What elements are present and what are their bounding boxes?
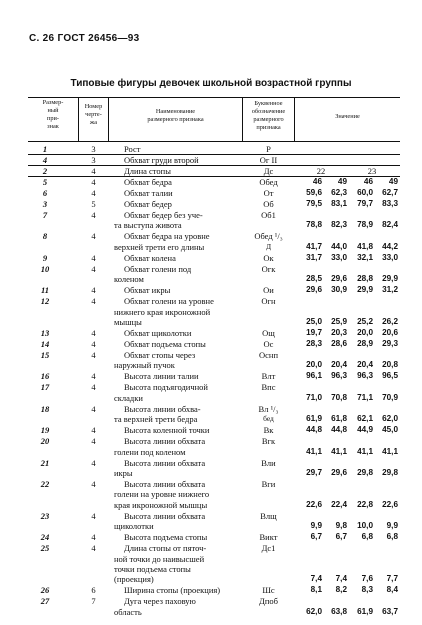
row-code: Обед xyxy=(259,177,278,187)
row-number: 5 xyxy=(42,177,48,187)
row-value: 70,8 xyxy=(331,392,347,402)
col-head-drawing-line: жа xyxy=(89,119,98,126)
row-value: 7,7 xyxy=(386,574,398,584)
row-name-line: точки подъема стопы xyxy=(114,564,191,574)
row-value: 6,8 xyxy=(361,532,373,542)
row-drawing-number: 4 xyxy=(91,510,96,521)
row-code: Обед ¹/₃ xyxy=(254,231,283,242)
col-head-number-line: при- xyxy=(47,115,59,122)
row-drawing-number: 4 xyxy=(91,382,96,393)
row-value: 44,9 xyxy=(357,425,373,435)
col-head-drawing-line: Номер xyxy=(84,103,103,110)
table-title: Типовые фигуры девочек школьной возрастной группы xyxy=(70,78,352,89)
row-drawing-number: 4 xyxy=(91,350,96,360)
row-name-line: верхней трети его длины xyxy=(114,241,205,252)
row-drawing-number: 4 xyxy=(91,328,96,338)
row-value: 25,9 xyxy=(331,317,347,326)
row-value: 29,7 xyxy=(306,468,322,477)
row-name-line: Обхват голени под xyxy=(124,263,192,274)
row-name-line: складки xyxy=(114,392,143,403)
row-code: Вгк xyxy=(261,436,276,447)
row-value: 29,9 xyxy=(382,274,398,284)
row-value: 59,6 xyxy=(306,188,322,197)
row-value: 22,6 xyxy=(306,499,322,509)
row-value: 28,5 xyxy=(306,274,322,284)
row-name-line: наружный пучок xyxy=(114,360,175,371)
row-name-line: Обхват бедер xyxy=(124,199,172,209)
row-value: 96,1 xyxy=(306,371,322,381)
row-value: 44,8 xyxy=(331,425,347,435)
row-value: 9,9 xyxy=(310,521,322,531)
row-code: Об1 xyxy=(261,210,276,220)
row-value: 82,3 xyxy=(331,220,347,230)
row-number: 26 xyxy=(40,585,50,596)
row-number: 12 xyxy=(40,296,50,307)
row-value: 26,2 xyxy=(382,317,398,326)
row-drawing-number: 4 xyxy=(91,339,96,349)
row-value: 41,1 xyxy=(357,446,373,456)
row-code: Р xyxy=(266,144,271,154)
row-number: 19 xyxy=(40,425,50,436)
row-value: 20,0 xyxy=(306,360,322,370)
col-head-code-line: размерного xyxy=(253,116,284,123)
row-value: 41,1 xyxy=(306,446,322,456)
row-code: Дс xyxy=(263,166,274,176)
row-number: 8 xyxy=(42,231,48,242)
row-drawing-number: 4 xyxy=(91,425,96,436)
row-code: Влщ xyxy=(260,510,277,521)
row-value: 7,4 xyxy=(335,574,347,584)
row-number: 17 xyxy=(40,382,50,393)
col-head-name-line: Наименование xyxy=(155,108,196,115)
row-drawing-number: 4 xyxy=(91,532,96,543)
row-drawing-number: 4 xyxy=(91,263,96,274)
row-name-line: Высота подъягодичной xyxy=(124,382,208,393)
row-drawing-number: 4 xyxy=(91,457,96,468)
row-value: 71,0 xyxy=(306,392,322,402)
row-drawing-number: 4 xyxy=(91,371,96,382)
row-number: 11 xyxy=(40,285,50,296)
row-name-line: ной точки до наивысшей xyxy=(114,553,205,564)
row-code: Ок xyxy=(263,252,274,263)
row-code: Впс xyxy=(261,382,276,393)
row-value: 62,0 xyxy=(306,606,322,616)
row-name-line: Ширина стопы (проекция) xyxy=(124,585,221,596)
row-name-line: Высота линии обхвата xyxy=(124,436,206,447)
row-value: 44,0 xyxy=(331,241,347,251)
row-value: 61,9 xyxy=(306,414,322,424)
row-code: Вк xyxy=(263,425,274,436)
row-name-line: та верхней трети бедра xyxy=(114,414,198,425)
row-number: 7 xyxy=(42,210,48,220)
row-number: 27 xyxy=(40,596,50,607)
row-drawing-number: 4 xyxy=(91,210,96,220)
row-value: 83,3 xyxy=(382,199,398,208)
row-code: Огн xyxy=(261,296,276,307)
row-value: 20,6 xyxy=(382,328,398,337)
row-value: 20,0 xyxy=(357,328,373,337)
row-code: Вл ¹/₃ xyxy=(258,403,279,414)
row-number: 16 xyxy=(40,371,50,382)
row-name-line: Обхват бедра на уровне xyxy=(124,231,210,242)
row-value: 60,0 xyxy=(357,188,373,197)
col-head-name xyxy=(109,108,242,124)
row-value: 20,4 xyxy=(331,360,347,370)
row-value: 20,4 xyxy=(357,360,373,370)
row-name-line: Обхват груди второй xyxy=(124,155,199,165)
row-value: 79,7 xyxy=(357,199,373,208)
subhead-23: 23 xyxy=(367,166,377,176)
row-name-line: Обхват икры xyxy=(124,285,171,296)
row-value: 71,1 xyxy=(357,392,373,402)
row-value: 61,9 xyxy=(357,606,373,616)
row-value: 49 xyxy=(337,177,347,186)
row-value: 29,6 xyxy=(331,468,347,477)
row-code: Вли xyxy=(261,457,276,468)
row-value: 49 xyxy=(388,177,398,186)
row-value: 22,6 xyxy=(382,499,398,509)
row-drawing-number: 4 xyxy=(91,296,96,307)
row-drawing-number: 6 xyxy=(91,585,96,596)
row-value: 29,6 xyxy=(306,285,322,295)
row-value: 25,0 xyxy=(306,317,322,326)
row-value: 41,8 xyxy=(357,241,373,251)
row-code-sub: бед xyxy=(263,414,274,424)
row-name-line: щиколотки xyxy=(114,521,154,532)
page-header: С. 26 ГОСТ 26456—93 xyxy=(29,33,140,44)
row-code: Ос xyxy=(263,339,274,349)
row-value: 30,9 xyxy=(331,285,347,295)
row-name-line: нижнего края икроножной xyxy=(114,306,211,317)
col-head-code-line: обозначение xyxy=(251,108,286,115)
row-number: 24 xyxy=(40,532,50,543)
row-drawing-number: 4 xyxy=(91,436,96,447)
col-head-name-line: размерного признака xyxy=(147,116,204,123)
row-value: 22,4 xyxy=(331,499,347,509)
row-number: 1 xyxy=(42,144,48,154)
header-bottom-rule xyxy=(28,141,400,142)
row-value: 33,0 xyxy=(382,252,398,262)
row-name-line: Высота коленной точки xyxy=(124,425,210,436)
row-value: 96,3 xyxy=(331,371,347,381)
row-name-line: Обхват стопы через xyxy=(124,350,196,360)
row-name-line: Обхват бедра xyxy=(124,177,172,187)
row-value: 7,4 xyxy=(310,574,322,584)
row-value: 28,9 xyxy=(357,339,373,348)
row-number: 22 xyxy=(40,479,50,489)
row-name-line: Высота подъема стопы xyxy=(124,532,208,543)
row-code: Дпоб xyxy=(259,596,278,607)
row-number: 14 xyxy=(40,339,50,349)
row-value: 83,1 xyxy=(331,199,347,208)
row-name-line: края икроножной мышцы xyxy=(114,499,208,510)
row-number: 10 xyxy=(40,263,50,274)
row-value: 6,7 xyxy=(310,532,322,542)
row-number: 13 xyxy=(40,328,50,338)
col-head-number-line: знак xyxy=(47,123,59,130)
row-number: 2 xyxy=(42,166,48,176)
row-code: Вги xyxy=(261,479,276,489)
row-value: 82,4 xyxy=(382,220,398,230)
row-drawing-number: 7 xyxy=(91,596,96,607)
row-value: 41,1 xyxy=(331,446,347,456)
row-drawing-number: 4 xyxy=(91,231,96,242)
subhead-22: 22 xyxy=(316,166,326,176)
row-name-line: Рост xyxy=(124,144,141,154)
row-value: 62,0 xyxy=(382,414,398,424)
row-number: 18 xyxy=(40,403,50,414)
row-value: 33,0 xyxy=(331,252,347,262)
row-code: Дс1 xyxy=(261,543,276,554)
row-code: От xyxy=(263,188,274,198)
row-name-line: Высота линии обхвата xyxy=(124,510,206,521)
row-value: 62,7 xyxy=(382,188,398,197)
row-value: 44,8 xyxy=(306,425,322,435)
row-code: Ог II xyxy=(259,155,278,165)
row-value: 63,7 xyxy=(382,606,398,616)
row-value: 31,2 xyxy=(382,285,398,295)
row-drawing-number: 3 xyxy=(91,155,96,165)
row-name-line: Высота линии обхвата xyxy=(124,457,206,468)
col-head-number-line: Размер- xyxy=(42,99,64,106)
row-drawing-number: 4 xyxy=(91,166,96,176)
row-value: 10,0 xyxy=(357,521,373,531)
row-value: 70,9 xyxy=(382,392,398,402)
row-number: 15 xyxy=(40,350,50,360)
row-value: 31,7 xyxy=(306,252,322,262)
row-name-line: Обхват подъема стопы xyxy=(124,339,206,349)
row-number: 4 xyxy=(42,155,48,165)
row-code: Викт xyxy=(259,532,278,543)
row-number: 3 xyxy=(42,199,48,209)
row-value: 29,6 xyxy=(331,274,347,284)
col-head-number-line: ный xyxy=(47,107,59,114)
row-value: 28,8 xyxy=(357,274,373,284)
row-drawing-number: 4 xyxy=(91,285,96,296)
row-name-line: область xyxy=(114,606,142,617)
row-value: 29,8 xyxy=(382,468,398,477)
row-value: 29,3 xyxy=(382,339,398,348)
row-value: 78,8 xyxy=(306,220,322,230)
row-drawing-number: 4 xyxy=(91,403,96,414)
row-number: 23 xyxy=(40,510,50,521)
row-name-line: голени под коленом xyxy=(114,446,186,457)
col-head-code-line: признака xyxy=(256,124,281,131)
row-code: Ощ xyxy=(262,328,275,338)
row-drawing-number: 3 xyxy=(91,144,96,154)
row-value: 44,2 xyxy=(382,241,398,251)
row-name-line: икры xyxy=(114,468,133,478)
row-code-sub: Д xyxy=(265,241,272,251)
row-value: 9,8 xyxy=(335,521,347,531)
row-name-line: Обхват щиколотки xyxy=(124,328,192,338)
row-value: 9,9 xyxy=(386,521,398,531)
row-drawing-number: 5 xyxy=(91,199,96,209)
row-name-line: голени на уровне нижнего xyxy=(114,489,210,500)
row-number: 21 xyxy=(40,457,50,468)
row-name-line: Высота линии обхвата xyxy=(124,479,206,489)
row-name-line: Высота линии талии xyxy=(124,371,199,382)
row-name-line: Обхват талии xyxy=(124,188,173,198)
row-value: 32,1 xyxy=(357,252,373,262)
row-value: 46 xyxy=(363,177,373,186)
row-value: 19,7 xyxy=(306,328,322,337)
col-head-drawing-line: черте- xyxy=(85,111,102,118)
row-value: 6,7 xyxy=(335,532,347,542)
row-value: 20,3 xyxy=(331,328,347,337)
row-value: 46 xyxy=(312,177,322,186)
row-value: 62,3 xyxy=(331,188,347,197)
row-code: Влт xyxy=(261,371,276,382)
col-head-value: Значение xyxy=(335,113,360,120)
row-value: 22,8 xyxy=(357,499,373,509)
row-value: 78,9 xyxy=(357,220,373,230)
row-name-line: Высота линии обхва- xyxy=(124,403,201,414)
row-value: 29,9 xyxy=(357,285,373,295)
row-code: Об xyxy=(263,199,274,209)
row-name-line: Обхват голени на уровне xyxy=(124,296,214,307)
row-number: 9 xyxy=(42,252,48,263)
row-number: 25 xyxy=(40,543,50,554)
row-code: Оснп xyxy=(258,350,278,360)
row-value: 8,1 xyxy=(310,585,322,595)
row-name-line: Обхват бедер без уче- xyxy=(124,210,203,220)
row-name-line: Длина стопы от пяточ- xyxy=(124,543,207,554)
table-top-rule xyxy=(28,97,400,98)
row-value: 45,0 xyxy=(382,425,398,435)
row-drawing-number: 4 xyxy=(91,252,96,263)
row-value: 62,1 xyxy=(357,414,373,424)
row-name-line: та выступа живота xyxy=(114,220,182,231)
row-value: 7,6 xyxy=(361,574,373,584)
row-number: 6 xyxy=(42,188,48,198)
row-name-line: мышцы xyxy=(114,317,142,327)
col-head-code-line: Буквенное xyxy=(254,100,283,107)
row-value: 8,3 xyxy=(361,585,373,595)
row-value: 29,8 xyxy=(357,468,373,477)
row-name-line: Дуга через паховую xyxy=(124,596,196,607)
row-value: 8,2 xyxy=(335,585,347,595)
row-value: 41,1 xyxy=(382,446,398,456)
col-head-drawing xyxy=(79,103,108,127)
row-value: 28,6 xyxy=(331,339,347,348)
row-drawing-number: 4 xyxy=(91,177,96,187)
row-drawing-number: 4 xyxy=(91,479,96,489)
row-value: 41,7 xyxy=(306,241,322,251)
row-value: 63,8 xyxy=(331,606,347,616)
col-head-number xyxy=(28,99,78,131)
row-value: 79,5 xyxy=(306,199,322,208)
row-value: 96,5 xyxy=(382,371,398,381)
row-drawing-number: 4 xyxy=(91,543,96,554)
row-name-line: коленом xyxy=(114,274,144,285)
row-name-line: Длина стопы xyxy=(124,166,171,176)
row-value: 8,4 xyxy=(386,585,398,595)
row-value: 61,8 xyxy=(331,414,347,424)
row-code: Шс xyxy=(262,585,275,596)
row-name-line: Обхват колена xyxy=(124,252,176,263)
row-value: 96,3 xyxy=(357,371,373,381)
row-value: 6,8 xyxy=(386,532,398,542)
row-value: 20,8 xyxy=(382,360,398,370)
row-name-line: (проекция) xyxy=(114,574,154,585)
row-number: 20 xyxy=(40,436,50,447)
row-value: 25,2 xyxy=(357,317,373,326)
row-code: Ои xyxy=(263,285,274,296)
row-code: Огк xyxy=(261,263,276,274)
col-head-code xyxy=(243,100,294,132)
row-value: 28,3 xyxy=(306,339,322,348)
row-drawing-number: 4 xyxy=(91,188,96,198)
